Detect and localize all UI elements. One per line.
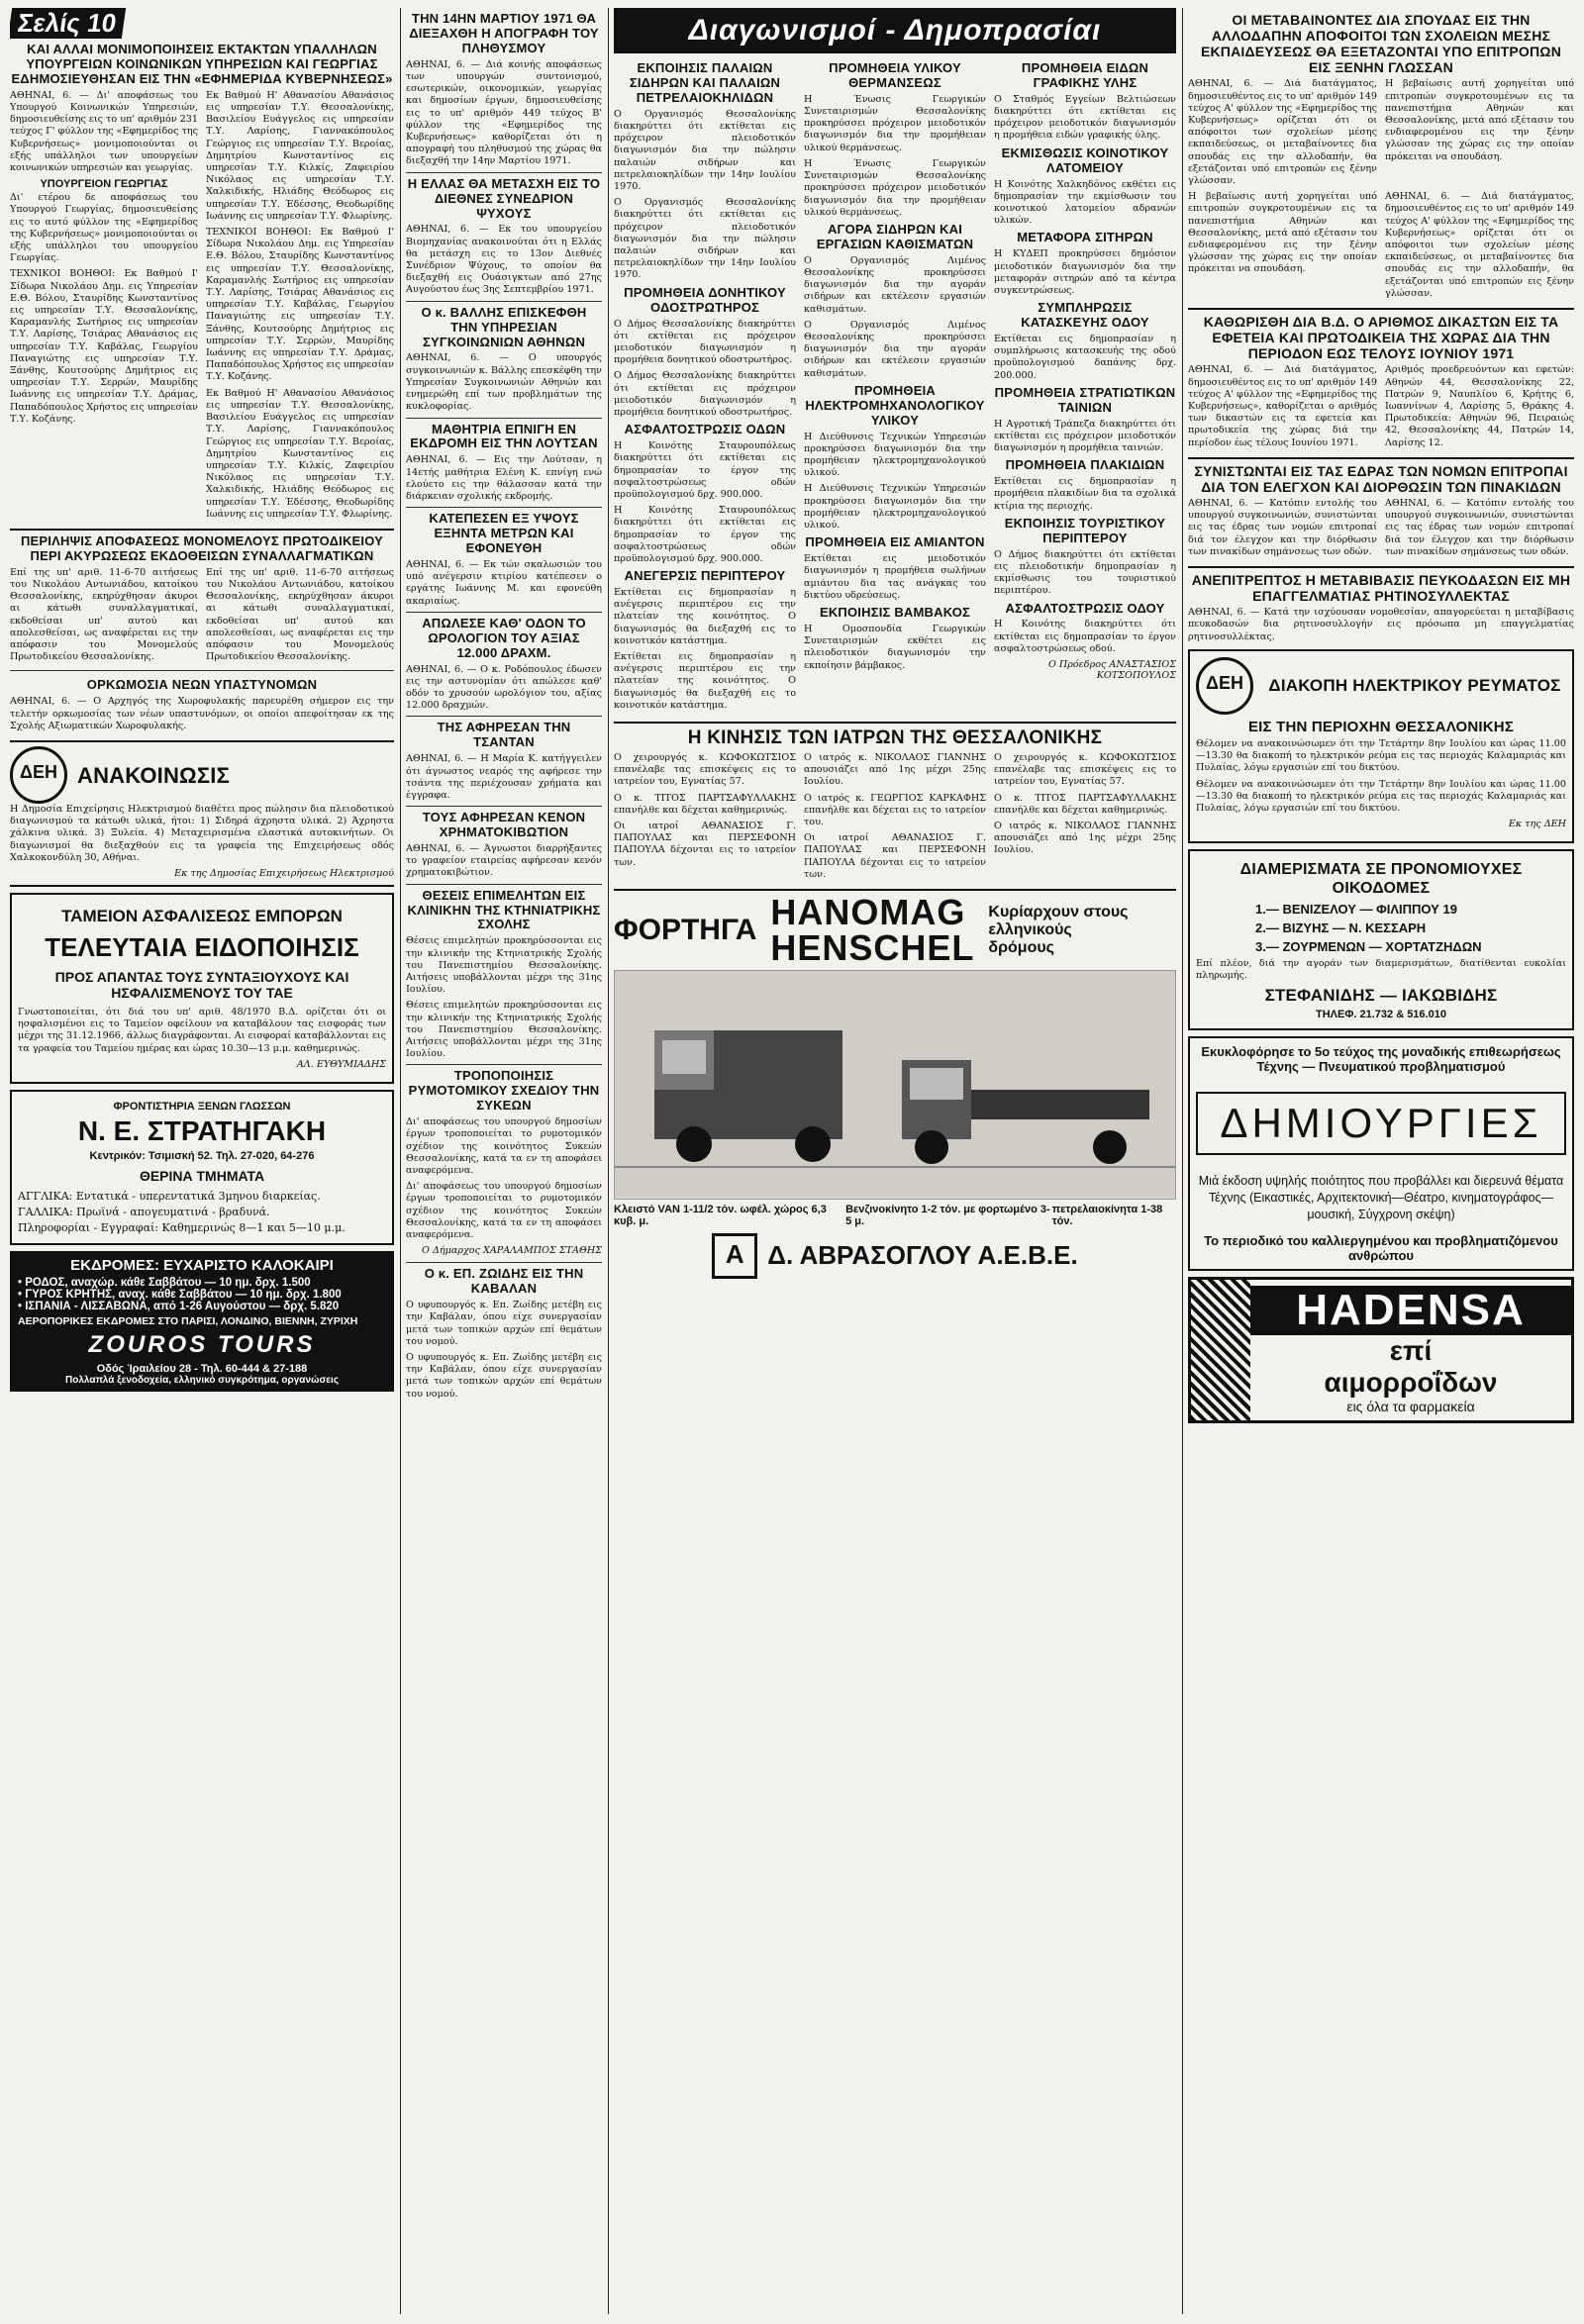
sykies-plan-signature: Ο Δήμαρχος ΧΑΡΑΛΑΜΠΟΣ ΣΤΑΘΗΣ (422, 1245, 602, 1257)
deh-logo-2: ΔΕΗ (1196, 657, 1253, 715)
ad-diesel-spec: πετρελαιοκίνητα 1-38 τόν. (1051, 1203, 1163, 1227)
doctors-item-3: Οι ιατροί ΑΘΑΝΑΣΙΟΣ Γ. ΠΑΠΟΥΛΑΣ και ΠΕΡΣΕΦΟΝΗ ΠΑΠΟΥΛΑ δέχονται εις το ιατρείον των. (614, 820, 796, 868)
hadensa-line-1: επί (1389, 1334, 1433, 1366)
tae-notice-text: Γνωστοποιείται, ότι διά του υπ' αριθ. 48/1970 Β.Δ. ορίζεται ότι οι ησφαλισμένοι εις το Ταμείον οφείλουν να καταβάλουν τας εισφοράς των μέχρι της 31.12.1966, άλλως διαγράφονται. Αι εισφοραί καταβάλλονται εις τα γραφεία του Ταμείου ημέρας και ώρας 10.30—13 μ.μ. καθημερινώς. (18, 1006, 386, 1054)
tender-kiosk-text-cont: Εκτίθεται εις δημοπρασίαν η ανέγερσις περιπτέρου εις την πλατείαν της κοινότητος. Ο διαγωνισμός θα διεξαχθή εις το κοινοτικόν κατάστημα. (614, 651, 796, 711)
power-cut-title: ΔΙΑΚΟΠΗ ΗΛΕΚΤΡΙΚΟΥ ΡΕΥΜΑΤΟΣ (1268, 676, 1561, 696)
drowning-paragraph: ΑΘΗΝΑΙ, 6. — Εις την Λούτσαν, η 14ετής μαθήτρια Ελένη Κ. επνίγη ενώ ελούετο εις την θάλασσαν κατά την διάρκειαν σχολικής εκδρομής. (406, 454, 602, 502)
tender-heating-title: ΠΡΟΜΗΘΕΙΑ ΥΛΙΚΟΥ ΘΕΡΜΑΝΣΕΩΣ (829, 60, 961, 90)
tender-heating-text-cont: Η Ένωσις Γεωργικών Συνεταιρισμών Θεσσαλονίκης προκηρύσσει πρόχειρον μειοδοτικόν διαγωνισμόν δια την προμήθειαν υλικού θερμάνσεως. (804, 157, 986, 218)
school-summer-classes: ΘΕΡΙΝΑ ΤΜΗΜΑΤΑ (139, 1167, 265, 1184)
doctors-item-5: Ο ιατρός κ. ΓΕΩΡΓΙΟΣ ΚΑΡΚΑΦΗΣ επανήλθε και δέχεται εις το ιατρείον του. (804, 792, 986, 827)
dimiourgies-description: Μιά έκδοση υψηλής ποιότητος που προβάλλει και διερευνά θέματα Τέχνης (Εικαστικές, Αρχιτεκτονική—Θέατρο, κινηματογράφος—μουσική, Σύγχρονη σκέψη) (1198, 1173, 1564, 1221)
vallis-visit-paragraph: ΑΘΗΝΑΙ, 6. — Ο υπουργός συγκοινωνιών κ. Βάλλης επεσκέφθη την Υπηρεσίαν Συγκοινωνιών Αθηνών και ενημερώθη επί των προβλημάτων της κυκλοφορίας. (406, 352, 602, 413)
doctors-item-3-cont: Οι ιατροί ΑΘΑΝΑΣΙΟΣ Γ. ΠΑΠΟΥΛΑΣ και ΠΕΡΣΕΦΟΝΗ ΠΑΠΟΥΛΑ δέχονται εις το ιατρείον των. (804, 832, 986, 880)
doctors-item-4: Ο ιατρός κ. ΝΙΚΟΛΑΟΣ ΓΙΑΝΝΗΣ απουσιάζει από 1ης μέχρι 25ης Ιουλίου. (804, 751, 986, 788)
foreign-studies-title: ΟΙ ΜΕΤΑΒΑΙΝΟΝΤΕΣ ΔΙΑ ΣΠΟΥΔΑΣ ΕΙΣ ΤΗΝ ΑΛΛΟΔΑΠΗΝ ΑΠΟΦΟΙΤΟΙ ΤΩΝ ΣΧΟΛΕΙΩΝ ΜΕΣΗΣ ΕΚΠΑΙΔΕΥΣΕΩΣ ΘΑ ΕΞΕΤΑΖΟΝΤΑΙ ΥΠΟ ΕΠΙΤΡΟΠΩΝ ΕΙΣ ΞΕΝΗΝ ΓΛΩΣΣΑΝ (1200, 12, 1562, 76)
tender-asphalt-road-title: ΑΣΦΑΛΤΟΣΤΡΩΣΙΣ ΟΔΟΥ (1005, 600, 1165, 616)
doctors-item-4-cont: Ο ιατρός κ. ΝΙΚΟΛΑΟΣ ΓΙΑΝΝΗΣ απουσιάζει από 1ης μέχρι 25ης Ιουλίου. (994, 820, 1176, 856)
foreign-studies-paragraph-1-cont: ΑΘΗΝΑΙ, 6. — Διά διατάγματος, δημοσιευθέντος εις το υπ' αριθμόν 149 τεύχος Α' φύλλον της «Εφημερίδος της Κυβερνήσεως» ορίζεται ότι οι απόφοιτοι των σχολείων μέσης εκπαιδεύσεως, οι μεταβαίνοντες δια σπουδάς εις την αλλοδαπήν, θα εξετάζονται υπό επιτροπών εις ξένην γλώσσαν. (1385, 191, 1574, 299)
apartments-firm: ΣΤΕΦΑΝΙΔΗΣ — ΙΑΚΩΒΙΔΗΣ (1264, 986, 1498, 1006)
truck-illustration (614, 970, 1176, 1200)
sykies-plan-paragraph-cont: Δι' αποφάσεως του υπουργού δημοσίων έργων τροποποιείται το ρυμοτομικόν σχέδιον της κοινότητος Συκεών Θεσσαλονίκης, κατά τα εν τη αποφάσει αναφερόμενα. (406, 1181, 602, 1241)
lead-paragraph-4: Εκ Βαθμού Η' Αθανασίου Αθανάσιος εις υπηρεσίαν Τ.Υ. Θεσσαλονίκης, Βασιλείου Ευάγγελος εις υπηρεσίαν Τ.Υ. Λαρίσης, Γιαννακόπουλος Γεώργιος εις υπηρεσίαν Τ.Υ. Βεροίας, Δημητρίου Κωνσταντίνος εις υπηρεσίαν Τ.Υ. Κιλκίς, Ζαφειρίου Νικόλαος εις υπηρεσίαν Τ.Υ. Χαλκιδικής, Ηλιάδης Θεόδωρος εις υπηρεσίαν Τ.Υ. Έδέσσης, Θεοδωρίδης Ιωάννης εις υπηρεσίαν Τ.Υ. Φλωρίνης. (206, 89, 394, 222)
pine-forests-title: ΑΝΕΠΙΤΡΕΠΤΟΣ Η ΜΕΤΑΒΙΒΑΣΙΣ ΠΕΥΚΟΔΑΣΩΝ ΕΙΣ ΜΗ ΕΠΑΓΓΕΛΜΑΤΙΑΣ ΡΗΤΙΝΟΣΥΛΛΕΚΤΑΣ (1191, 571, 1571, 605)
tours-rhodes: • ΡΟΔΟΣ, αναχώρ. κάθε Σαββάτου — 10 ημ. δρχ. 1.500 (18, 1276, 311, 1289)
tender-seats-text-cont: Ο Οργανισμός Λιμένος Θεσσαλονίκης προκηρύσσει διαγωνισμόν δια την αγοράν σιδήρων και εκτέλεσιν εργασιών καθισμάτων. (804, 319, 986, 379)
judges-title: ΚΑΘΩΡΙΣΘΗ ΔΙΑ Β.Δ. Ο ΑΡΙΘΜΟΣ ΔΙΚΑΣΤΩΝ ΕΙΣ ΤΑ ΕΦΕΤΕΙΑ ΚΑΙ ΠΡΩΤΟΔΙΚΕΙΑ ΤΗΣ ΧΩΡΑΣ ΔΙΑ ΤΗΝ ΠΕΡΙΟΔΟΝ ΕΩΣ ΤΕΛΟΥΣ ΙΟΥΝΙΟΥ 1971 (1203, 314, 1559, 362)
lead-paragraph-1: ΑΘΗΝΑΙ, 6. — Δι' αποφάσεως του Υπουργού Κοινωνικών Υπηρεσιών, δημοσιευθείσης εις το υπ' αριθμόν 231 τεύχος Γ' φύλλον της «Εφημερίδος της Κυβερνήσεως» μονιμοποιούνται οι εξής υπάλληλοι των υπουργείων κοινωνικών υπηρεσιών και γεωργίας. (10, 89, 198, 174)
tae-title: ΤΑΜΕΙΟΝ ΑΣΦΑΛΙΣΕΩΣ ΕΜΠΟΡΩΝ (61, 906, 343, 925)
column-3 (614, 8, 1176, 1279)
tender-cotton-text: Η Ομοσπονδία Γεωργικών Συνεταιρισμών εκθέτει εις πλειοδοτικόν διαγωνισμόν την εκποίησιν βάμβακος. (804, 623, 986, 671)
dealer-logo: Α (712, 1233, 757, 1279)
ad-petrol-spec: Βενζινοκίνητο 1-2 τόν. με φορτωμένο 3-5 μ. (845, 1203, 1050, 1227)
tender-kiosk-title: ΑΝΕΓΕΡΣΙΣ ΠΕΡΙΠΤΕΡΟΥ (624, 568, 786, 584)
tender-asbestos-title: ΠΡΟΜΗΘΕΙΑ ΕΙΣ ΑΜΙΑΝΤΟΝ (805, 534, 985, 550)
court-ruling-paragraph-cont: Επί της υπ' αριθ. 11-6-70 αιτήσεως του Νικολάου Αντωνιάδου, κατοίκου Θεσσαλονίκης, εκηρύχθησαν άκυροι αι κάτωθι συναλλαγματικαί, εκδοθείσαι υπ' αυτού και απολεσθείσαι, ως αναφέρεται εις την απόφασιν του Μονομελούς Πρωτοδικείου Θεσσαλονίκης. (206, 566, 394, 663)
truck-icon (615, 971, 1175, 1197)
tender-quarry-title: ΕΚΜΙΣΘΩΣΙΣ ΚΟΙΝΟΤΙΚΟΥ ΛΑΤΟΜΕΙΟΥ (1001, 145, 1169, 175)
fall-title: ΚΑΤΕΠΕΣΕΝ ΕΞ ΥΨΟΥΣ ΕΞΗΝΤΑ ΜΕΤΡΩΝ ΚΑΙ ΕΦΟΝΕΥΘΗ (429, 511, 579, 556)
court-ruling-paragraph: Επί της υπ' αριθ. 11-6-70 αιτήσεως του Νικολάου Αντωνιάδου, κατοίκου Θεσσαλονίκης, εκηρύχθησαν άκυροι αι κάτωθι συναλλαγματικαί, εκδοθείσαι υπ' αυτού και απολεσθείσαι, ως αναφέρεται εις την απόφασιν του Μονομελούς Πρωτοδικείου Θεσσαλονίκης. (10, 566, 198, 663)
tae-signature: ΑΛ. ΕΥΘΥΜΙΑΔΗΣ (296, 1058, 386, 1070)
masthead-page-number: Σελίς 10 (10, 8, 126, 39)
apartments-item-3: 3.— ΖΟΥΡΜΕΝΩΝ — ΧΟΡΤΑΤΖΗΔΩΝ (1255, 938, 1482, 954)
doctors-columns (614, 752, 1176, 885)
sykies-plan-paragraph: Δι' αποφάσεως του υπουργού δημοσίων έργων τροποποιείται το ρυμοτομικόν σχέδιον της κοινότητος Συκεών Θεσσαλονίκης, κατά τα εν τη αποφάσει αναφερόμενα. (406, 1116, 602, 1177)
fall-paragraph: ΑΘΗΝΑΙ, 6. — Εκ τών σκαλωσιών του υπό ανέγερσιν κτιρίου κατέπεσεν ο εργάτης Ιωάννης Μ. και εφονεύθη ακαριαίως. (406, 559, 602, 607)
tours-address: Οδός Ίραιλείου 28 - Τηλ. 60-444 & 27-188 (96, 1362, 308, 1375)
tender-grain-text: Η ΚΥΔΕΠ προκηρύσσει δημόσιον μειοδοτικόν διαγωνισμόν δια την μεταφοράν σιτηρών από τα κέντρα συγκεντρώσεως. (994, 248, 1176, 296)
bag-theft-title: ΤΗΣ ΑΦΗΡΕΣΑΝ ΤΗΝ ΤΣΑΝΤΑΝ (437, 720, 571, 750)
school-line-french: ΓΑΛΛΙΚΑ: Πρωϊνά - απογευματινά - βραδυνά. (18, 1205, 270, 1218)
lead-paragraph-4-cont: Εκ Βαθμού Η' Αθανασίου Αθανάσιος εις υπηρεσίαν Τ.Υ. Θεσσαλονίκης, Βασιλείου Ευάγγελος εις υπηρεσίαν Τ.Υ. Λαρίσης, Γιαννακόπουλος Γεώργιος εις υπηρεσίαν Τ.Υ. Βεροίας, Δημητρίου Κωνσταντίνος εις υπηρεσίαν Τ.Υ. Κιλκίς, Ζαφειρίου Νικόλαος εις υπηρεσίαν Τ.Υ. Χαλκιδικής, Ηλιάδης Θεόδωρος εις υπηρεσίαν Τ.Υ. Έδέσσης, Θεοδωρίδης Ιωάννης εις υπηρεσίαν Τ.Υ. Φλωρίνης. (206, 387, 394, 520)
hadensa-brand: HADENSA (1250, 1286, 1571, 1335)
lead-article-title: ΚΑΙ ΑΛΛΑΙ ΜΟΝΙΜΟΠΟΙΗΣΕΙΣ ΕΚΤΑΚΤΩΝ ΥΠΑΛΛΗΛΩΝ ΥΠΟΥΡΓΕΙΩΝ ΚΟΙΝΩΝΙΚΩΝ ΥΠΗΡΕΣΙΩΝ ΚΑΙ ΓΕΩΡΓΙΑΣ ΕΔΗΜΟΣΙΕΥΘΗΣΑΝ ΕΙΣ ΤΗΝ «ΕΦΗΜΕΡΙΔΑ ΚΥΒΕΡΝΗΣΕΩΣ» (11, 42, 393, 86)
deh-announcement-text: Η Δημοσία Επιχείρησις Ηλεκτρισμού διαθέτει προς πώλησιν δια πλειοδοτικού διαγωνισμού τα κάτωθι υλικά, ήτοι: 1) Σιδηρά άχρηστα υλικά. 2) Άχρηστα χάλκινα υλικά. 3) Ξυλεία. 4) Μεταχειρισμένα ελαστικά αυτοκινήτων. Οι διαγωνισμοί θα διεξαχθούν εις τα γραφεία της Επιχειρήσεως οδός Χαλκοκονδύλη 30, Αθήναι. (10, 803, 394, 863)
hadensa-pattern-icon (1191, 1280, 1250, 1420)
tenders-banner: Διαγωνισμοί - Δημοπρασίαι (614, 8, 1176, 53)
tender-road-text: Εκτίθεται εις δημοπρασίαν η συμπλήρωσις κατασκευής της οδού προϋπολογισμού δαπάνης δρχ. 200.000. (994, 334, 1176, 381)
tender-asphalt-text: Η Κοινότης Σταυρουπόλεως διακηρύττει ότι εκτίθεται εις δημοπρασίαν το έργον της ασφαλτοστρώσεως οδών προϋπολογισμού δρχ. 900.000. (614, 440, 796, 500)
zoidis-paragraph: Ο υφυπουργός κ. Επ. Ζωίδης μετέβη εις την Καβάλαν, όπου είχε συνεργασίαν μετά των τοπικών αρχών επί θεμάτων του νομού. (406, 1300, 602, 1347)
dimiourgies-slogan: Το περιοδικό του καλλιεργημένου και προβληματιζόμενου ανθρώπου (1204, 1232, 1558, 1263)
lead-paragraph-3-cont: ΤΕΧΝΙΚΟΙ ΒΟΗΘΟΙ: Εκ Βαθμού Ι' Σίδωρα Νικολάου Δημ. εις Υπηρεσίαν Ε.Θ. Βόλου, Σταυρίδης Κωνσταντίνος εις υπηρεσίαν Τ.Υ. Θεσσαλονίκης, Καραμανλής Σωτήριος εις υπηρεσίαν Τ.Υ. Λαρίσης, Τσιάρας Αθανάσιος εις υπηρεσίαν Τ.Υ. Καβάλας, Γεωργίου Παναγιώτης εις υπηρεσίαν Τ.Υ. Ξάνθης, Κουτσούρης Δημήτριος εις υπηρεσίαν Τ.Υ. Σερρών, Μαυρίδης Ιωάννης εις υπηρεσίαν Τ.Υ. Δράμας, Παπαδόπουλος Χρήστος εις υπηρεσίαν Τ.Υ. Κοζάνης. (206, 227, 394, 383)
apartments-phone: ΤΗΛΕΦ. 21.732 & 516.010 (1316, 1008, 1446, 1020)
power-cut-subtitle: ΕΙΣ ΤΗΝ ΠΕΡΙΟΧΗΝ ΘΕΣΣΑΛΟΝΙΚΗΣ (1247, 718, 1515, 735)
tender-grain-title: ΜΕΤΑΦΟΡΑ ΣΙΤΗΡΩΝ (1017, 230, 1153, 245)
hadensa-line-3: εις όλα τα φαρμακεία (1346, 1398, 1475, 1414)
deh-logo: ΔΕΗ (10, 746, 67, 804)
tender-tiles-text: Εκτίθεται εις δημοπρασίαν η προμήθεια πλακιδίων δια τα σχολικά κτίρια της περιοχής. (994, 476, 1176, 512)
foreign-studies-paragraph-2-cont: Η βεβαίωσις αυτή χορηγείται υπό επιτροπών συγκροτουμένων εις τα πανεπιστήμια Αθηνών και Θεσσαλονίκης, μετά από εξέτασιν του ενδιαφερομένου εις την ξένην γλώσσαν της χώρας εις την οποίαν πρόκειται να σπουδάση. (1188, 191, 1377, 275)
tender-asbestos-text: Εκτίθεται εις μειοδοτικόν διαγωνισμόν η προμήθεια σωλήνων αμιάντου δια τας ανάγκας του δικτύου υδρεύσεως. (804, 553, 986, 601)
sykies-plan-title: ΤΡΟΠΟΠΟΙΗΣΙΣ ΡΥΜΟΤΟΜΙΚΟΥ ΣΧΕΔΙΟΥ ΤΗΝ ΣΥΚΕΩΝ (408, 1068, 600, 1114)
signs-committees-paragraph-cont: ΑΘΗΝΑΙ, 6. — Κατόπιν εντολής του υπουργού συγκοινωνιών, συνιστώνται εις τας έδρας των νομών επιτροπαί διά τον έλεγχον και την διόρθωσιν των πινακίδων σημάνσεως των οδών. (1385, 497, 1574, 557)
tender-heating-text: Η Ένωσις Γεωργικών Συνεταιρισμών Θεσσαλονίκης προκηρύσσει πρόχειρον μειοδοτικόν διαγωνισμόν δια την προμήθειαν υλικού θερμάνσεως. (804, 93, 986, 153)
safe-theft-paragraph: ΑΘΗΝΑΙ, 6. — Άγνωστοι διαρρήξαντες το γραφείον εταιρείας αφήρεσαν κενόν χρηματοκιβώτιον. (406, 843, 602, 879)
tender-ribbons-text: Η Αγροτική Τράπεζα διακηρύττει ότι εκτίθεται εις πρόχειρον μειοδοτικόν διαγωνισμόν η προμήθεια ταινιών. (994, 418, 1176, 454)
language-school-ad (10, 1090, 394, 1245)
dealer-name: Δ. ΑΒΡΑΣΟΓΛΟΥ Α.Ε.Β.Ε. (767, 1240, 1078, 1271)
power-cut-text-cont: Θέλομεν να ανακοινώσωμεν ότι την Τετάρτην 8ην Ιουλίου και ώρας 11.00—13.30 θα διακοπή το ηλεκτρικόν ρεύμα εις τας περιοχάς Καλαμαριάς και Πυλαίας, λόγω εργασιών επί του δικτύου. (1196, 778, 1566, 814)
tender-electromech-text: Η Διεύθυνσις Τεχνικών Υπηρεσιών προκηρύσσει διαγωνισμόν δια την προμήθειαν ηλεκτρομηχανολογικού υλικού. (804, 431, 986, 479)
bag-theft-paragraph: ΑΘΗΝΑΙ, 6. — Η Μαρία Κ. κατήγγειλεν ότι άγνωστος νεαρός της αφήρεσε την τσάντα της περιέχουσαν χρήματα και έγγραφα. (406, 753, 602, 801)
apartments-title: ΔΙΑΜΕΡΙΣΜΑΤΑ ΣΕ ΠΡΟΝΟΜΙΟΥΧΕΣ ΟΙΚΟΔΟΜΕΣ (1239, 861, 1523, 897)
school-line-english: ΑΓΓΛΙΚΑ: Εντατικά - υπερεντατικά 3μηνου διαρκείας. (18, 1189, 321, 1203)
tours-spain: • ΙΣΠΑΝΙΑ - ΛΙΣΣΑΒΩΝΑ, από 1-26 Αυγούστου — δρχ. 5.820 (18, 1300, 340, 1312)
tours-title: ΕΚΔΡΟΜΕΣ: ΕΥΧΑΡΙΣΤΟ ΚΑΛΟΚΑΙΡΙ (70, 1256, 334, 1274)
oath-ceremony-title: ΟΡΚΩΜΟΣΙΑ ΝΕΩΝ ΥΠΑΣΤΥΝΟΜΩΝ (86, 677, 318, 693)
tender-roller-title: ΠΡΟΜΗΘΕΙΑ ΔΟΝΗΤΙΚΟΥ ΟΔΟΣΤΡΩΤΗΡΟΣ (624, 284, 786, 315)
signs-committees-title: ΣΥΝΙΣΤΩΝΤΑΙ ΕΙΣ ΤΑΣ ΕΔΡΑΣ ΤΩΝ ΝΟΜΩΝ ΕΠΙΤΡΟΠΑΙ ΔΙΑ ΤΟΝ ΕΛΕΓΧΟΝ ΚΑΙ ΔΙΟΡΘΩΣΙΝ ΤΩΝ ΠΙΝΑΚΙΔΩΝ (1194, 462, 1568, 495)
dimiourgies-ad (1188, 1036, 1574, 1271)
lead-article-body (10, 90, 394, 525)
tender-tiles-title: ΠΡΟΜΗΘΕΙΑ ΠΛΑΚΙΔΙΩΝ (1005, 457, 1165, 473)
column-4 (1188, 8, 1574, 1423)
tender-tourist-kiosk-text: Ο Δήμος διακηρύττει ότι εκτίθεται εις πλειοδοτικήν δημοπρασίαν η εκμίσθωσις του τουριστικού περιπτέρου. (994, 548, 1176, 597)
tender-scrap-iron-text: Ο Οργανισμός Θεσσαλονίκης διακηρύττει ότι εκτίθεται εις πρόχειρον πλειοδοτικόν διαγωνισμόν δια την πώλησιν παλαιών σιδήρων και πετρελαιοκηλίδων την 14ην Ιουλίου 1970. (614, 108, 796, 193)
dimiourgies-title: ΔΗΜΙΟΥΡΓΙΕΣ (1196, 1092, 1566, 1155)
hadensa-line-2: αιμορροΐδων (1324, 1366, 1498, 1398)
cold-congress-title: Η ΕΛΛΑΣ ΘΑ ΜΕΤΑΣΧΗ ΕΙΣ ΤΟ ΔΙΕΘΝΕΣ ΣΥΝΕΔΡΙΟΝ ΨΥΧΟΥΣ (407, 175, 601, 221)
ad-brand-hanomag: HANOMAG (770, 891, 966, 932)
cold-congress-paragraph: ΑΘΗΝΑΙ, 6. — Εκ του υπουργείου Βιομηχανίας ανακοινούται ότι η Ελλάς θα μετάσχη εις το 13ον Διεθνές Συνέδριον Ψύχους, το οποίον θα διεξαχθή εις Ουάσιγκτων από 27ης Αυγούστου έως 3ης Σεπτεμβρίου 1971. (406, 224, 602, 296)
column-2 (406, 8, 602, 1404)
power-cut-text: Θέλομεν να ανακοινώσωμεν ότι την Τετάρτην 8ην Ιουλίου και ώρας 11.00—13.30 θα διακοπή το ηλεκτρικόν ρεύμα εις τας περιοχάς Καλαμαριάς και Πυλαίας, λόγω εργασιών επί του δικτύου. (1196, 737, 1566, 774)
ad-brand-henschel: HENSCHEL (770, 926, 975, 968)
doctors-item-1-cont: Ο χειρουργός κ. ΚΩΦΟΚΩΤΣΙΟΣ επανέλαβε τας επισκέψεις εις το ιατρείον του, Εγνατίας 57. (994, 751, 1176, 788)
tours-footer: Πολλαπλά ξενοδοχεία, ελληνικό συγκρότημα, οργανώσεις (64, 1374, 340, 1386)
deh-announcement-signature: Εκ της Δημοσίας Επιχειρήσεως Ηλεκτρισμού (174, 867, 394, 879)
tender-road-title: ΣΥΜΠΛΗΡΩΣΙΣ ΚΑΤΑΣΚΕΥΗΣ ΟΔΟΥ (1021, 300, 1149, 331)
tender-stationery-title: ΠΡΟΜΗΘΕΙΑ ΕΙΔΩΝ ΓΡΑΦΙΚΗΣ ΥΛΗΣ (1021, 60, 1149, 90)
tours-crete: • ΓΥΡΟΣ ΚΡΗΤΗΣ, αναχ. κάθε Σαββάτου — 10 ημ. δρχ. 1.800 (18, 1288, 342, 1301)
apartments-ad (1188, 849, 1574, 1030)
tae-notice-ad (10, 893, 394, 1084)
lead-subheading: ΥΠΟΥΡΓΕΙΟΝ ΓΕΩΡΓΙΑΣ (40, 178, 168, 191)
power-cut-signature: Εκ της ΔΕΗ (1508, 819, 1566, 830)
pine-forests-paragraph: ΑΘΗΝΑΙ, 6. — Κατά την ισχύουσαν νομοθεσίαν, απαγορεύεται η μεταβίβασις πευκοδασών δια ρητινοσυλλογήν εις πρόσωπα μη επαγγελματίας ρητινοσυλλέκτας. (1188, 607, 1574, 642)
tae-subtitle: ΠΡΟΣ ΑΠΑΝΤΑΣ ΤΟΥΣ ΣΥΝΤΑΞΙΟΥΧΟΥΣ ΚΑΙ ΗΣΦΑΛΙΣΜΕΝΟΥΣ ΤΟΥ ΤΑΕ (54, 968, 349, 1001)
safe-theft-title: ΤΟΥΣ ΑΦΗΡΕΣΑΝ ΚΕΝΟΝ ΧΡΗΜΑΤΟΚΙΒΩΤΙΟΝ (422, 810, 586, 840)
school-name: Ν. Ε. ΣΤΡΑΤΗΓΑΚΗ (77, 1114, 327, 1146)
judges-paragraph-1: ΑΘΗΝΑΙ, 6. — Διά διατάγματος, δημοσιευθέντος εις το υπ' αριθμόν 149 τεύχος Α' φύλλον της «Εφημερίδος της Κυβερνήσεως», καθορίζεται ο αριθμός των δικαστών εις τα εφετεία και πρωτοδικεία της χώρας διά την περίοδον έως τέλους Ιουνίου 1971. (1188, 364, 1377, 448)
tender-ribbons-title: ΠΡΟΜΗΘΕΙΑ ΣΤΡΑΤΙΩΤΙΚΩΝ ΤΑΙΝΙΩΝ (994, 384, 1176, 415)
lead-paragraph-2: Δι' ετέρου δε αποφάσεως του Υπουργού Γεωργίας, δημοσιευθείσης εις το αυτό φύλλον της «Εφημερίδος της Κυβερνήσεως» μονιμοποιούνται οι εξής υπάλληλοι του υπουργείου Γεωργίας. (10, 192, 198, 264)
vet-school-title: ΘΕΣΕΙΣ ΕΠΙΜΕΛΗΤΩΝ ΕΙΣ ΚΛΙΝΙΚΗΝ ΤΗΣ ΚΤΗΝΙΑΤΡΙΚΗΣ ΣΧΟΛΗΣ (407, 887, 601, 932)
doctors-title: Η ΚΙΝΗΣΙΣ ΤΩΝ ΙΑΤΡΩΝ ΤΗΣ ΘΕΣΣΑΛΟΝΙΚΗΣ (687, 727, 1103, 749)
tender-asphalt-title: ΑΣΦΑΛΤΟΣΤΡΩΣΙΣ ΟΔΩΝ (624, 422, 786, 437)
ad-van-spec: Κλειστό VAN 1-11/2 τόν. ωφέλ. χώρος 6,3 κυβ. μ. (614, 1203, 827, 1227)
ad-trucks-label: ΦΟΡΤΗΓΑ (614, 913, 757, 946)
doctors-item-2-cont: Ο κ. ΤΙΤΟΣ ΠΑΡΤΣΑΦΥΛΛΑΚΗΣ επανήλθε και δέχεται καθημερινώς. (994, 792, 1176, 816)
lost-watch-title: ΑΠΩΛΕΣΕ ΚΑΘ' ΟΔΟΝ ΤΟ ΩΡΟΛΟΓΙΟΝ ΤΟΥ ΑΞΙΑΣ 12.000 ΔΡΑΧΜ. (422, 615, 586, 660)
doctors-item-1: Ο χειρουργός κ. ΚΩΦΟΚΩΤΣΙΟΣ επανέλαβε τας επισκέψεις εις το ιατρείον του, Εγνατίας 57. (614, 751, 796, 788)
census-paragraph: ΑΘΗΝΑΙ, 6. — Διά κοινής αποφάσεως των υπουργών συντονισμού, εσωτερικών, οικονομικών, γεωργίας και δημοσίων έργων, δημοσιευθείσης εις το υπ' αριθμόν 449 τεύχος Β' φύλλον της «Εφημερίδος της Κυβερνήσεως» καθορίζεται ότι η απογραφή του πληθυσμού της χώρας θα διεξαχθή την 14ην Μαρτίου 1971. (406, 58, 602, 167)
tender-seats-text: Ο Οργανισμός Λιμένος Θεσσαλονίκης προκηρύσσει διαγωνισμόν δια την αγοράν σιδήρων και εκτέλεσιν εργασιών καθισμάτων. (804, 254, 986, 315)
ad-tagline: Κυρίαρχουν στους ελληνικούς δρόμους (988, 903, 1129, 956)
hadensa-ad (1188, 1277, 1574, 1423)
school-category: ΦΡΟΝΤΙΣΤΗΡΙΑ ΞΕΝΩΝ ΓΛΩΣΣΩΝ (113, 1100, 291, 1113)
apartments-item-1: 1.— ΒΕΝΙΖΕΛΟΥ — ΦΙΛΙΠΠΟΥ 19 (1255, 901, 1457, 917)
oath-ceremony-paragraph: ΑΘΗΝΑΙ, 6. — Ο Αρχηγός της Χωροφυλακής παρευρέθη σήμερον εις την τελετήν ορκωμοσίας των νέων υπαστυνόμων, οι οποίοι απεφοίτησαν εκ της Σχολής Αξιωματικών Χωροφυλακής. (10, 696, 394, 731)
foreign-studies-paragraph-2: Η βεβαίωσις αυτή χορηγείται υπό επιτροπών συγκροτουμένων εις τα πανεπιστήμια Αθηνών και Θεσσαλονίκης, μετά από εξέτασιν του ενδιαφερομένου εις την ξένην γλώσσαν της χώρας εις την οποίαν πρόκειται να σπουδάση. (1385, 78, 1574, 162)
tender-roller-text-cont: Ο Δήμος Θεσσαλονίκης διακηρύττει ότι εκτίθεται εις πρόχειρον μειοδοτικόν διαγωνισμόν η προμήθεια δονητικού οδοστρωτήρος. (614, 370, 796, 418)
school-address: Κεντρικόν: Τσιμισκή 52. Τηλ. 27-020, 64-276 (89, 1149, 315, 1162)
tender-scrap-iron-title: ΕΚΠΟΙΗΣΙΣ ΠΑΛΑΙΩΝ ΣΙΔΗΡΩΝ ΚΑΙ ΠΑΛΑΙΩΝ ΠΕΤΡΕΛΑΙΟΚΗΛΙΔΩΝ (629, 60, 781, 105)
zoidis-title: Ο κ. ΕΠ. ΖΩΙΔΗΣ ΕΙΣ ΤΗΝ ΚΑΒΑΛΑΝ (424, 1266, 584, 1297)
tours-brand: ZOUROS TOURS (88, 1330, 316, 1358)
lead-paragraph-3: ΤΕΧΝΙΚΟΙ ΒΟΗΘΟΙ: Εκ Βαθμού Ι' Σίδωρα Νικολάου Δημ. εις Υπηρεσίαν Ε.Θ. Βόλου, Σταυρίδης Κωνσταντίνος εις υπηρεσίαν Τ.Υ. Θεσσαλονίκης, Καραμανλής Σωτήριος εις υπηρεσίαν Τ.Υ. Λαρίσης, Τσιάρας Αθανάσιος εις υπηρεσίαν Τ.Υ. Καβάλας, Γεωργίου Παναγιώτης εις υπηρεσίαν Τ.Υ. Ξάνθης, Κουτσούρης Δημήτριος εις υπηρεσίαν Τ.Υ. Σερρών, Μαυρίδης Ιωάννης εις υπηρεσίαν Τ.Υ. Δράμας, Παπαδόπουλος Χρήστος εις υπηρεσίαν Τ.Υ. Κοζάνης. (10, 268, 198, 425)
doctors-item-2: Ο κ. ΤΙΤΟΣ ΠΑΡΤΣΑΦΥΛΛΑΚΗΣ επανήλθε και δέχεται καθημερινώς. (614, 792, 796, 816)
tender-stationery-text: Ο Σταθμός Εγγείων Βελτιώσεων διακηρύττει ότι εκτίθεται εις πρόχειρον μειοδοτικόν διαγωνισμόν η προμήθεια ειδών γραφικής ύλης. (994, 93, 1176, 142)
tender-quarry-text: Η Κοινότης Χαλκηδόνος εκθέτει εις δημοπρασίαν την εκμίσθωσιν του κοινοτικού λατομείου αδρανών υλικών. (994, 178, 1176, 227)
court-ruling-title: ΠΕΡΙΛΗΨΙΣ ΑΠΟΦΑΣΕΩΣ ΜΟΝΟΜΕΛΟΥΣ ΠΡΩΤΟΔΙΚΕΙΟΥ ΠΕΡΙ ΑΚΥΡΩΣΕΩΣ ΕΚΔΟΘΕΙΣΩΝ ΣΥΝΑΛΛΑΓΜΑΤΙΚΩΝ (20, 533, 384, 563)
vet-school-paragraph-cont: Θέσεις επιμελητών προκηρύσσονται εις την κλινικήν της Κτηνιατρικής Σχολής του Πανεπιστημίου Θεσσαλονίκης. Αιτήσεις υποβάλλονται μέχρι της 31ης Ιουλίου. (406, 1000, 602, 1060)
column-1 (10, 8, 394, 1392)
tender-kiosk-text: Εκτίθεται εις δημοπρασίαν η ανέγερσις περιπτέρου εις την πλατείαν της κοινότητος. Ο διαγωνισμός θα διεξαχθή εις το κοινοτικόν κατάστημα. (614, 587, 796, 646)
deh-announcement-title: ΑΝΑΚΟΙΝΩΣΙΣ (77, 762, 231, 788)
dimiourgies-intro: Εκυκλοφόρησε το 5ο τεύχος της μοναδικής επιθεωρήσεως Τέχνης — Πνευματικού προβληματισμού (1201, 1043, 1561, 1074)
lost-watch-paragraph: ΑΘΗΝΑΙ, 6. — Ο κ. Ροδόπουλος έδωσεν εις την αστυνομίαν ότι απώλεσε καθ' οδόν το χρυσούν ωρολόγιον του, αξίας 12.000 δραχμών. (406, 663, 602, 712)
deh-power-cut-ad (1188, 649, 1574, 843)
tender-asphalt-text-cont: Η Κοινότης Σταυρουπόλεως διακηρύττει ότι εκτίθεται εις δημοπρασίαν το έργον της ασφαλτοστρώσεως οδών προϋπολογισμού δρχ. 900.000. (614, 505, 796, 564)
apartments-note: Επί πλέον, διά την αγοράν των διαμερισμάτων, διατίθενται ευκολίαι πληρωμής. (1196, 957, 1566, 982)
tender-seats-title: ΑΓΟΡΑ ΣΙΔΗΡΩΝ ΚΑΙ ΕΡΓΑΣΙΩΝ ΚΑΘΙΣΜΑΤΩΝ (816, 221, 974, 251)
drowning-title: ΜΑΘΗΤΡΙΑ ΕΠΝΙΓΗ ΕΝ ΕΚΔΡΟΜΗ ΕΙΣ ΤΗΝ ΛΟΥΤΣΑΝ (410, 421, 598, 451)
apartments-item-2: 2.— ΒΙΖΥΗΣ — Ν. ΚΕΣΣΑΡΗ (1255, 920, 1427, 935)
tender-electromech-title: ΠΡΟΜΗΘΕΙΑ ΗΛΕΚΤΡΟΜΗΧΑΝΟΛΟΓΙΚΟΥ ΥΛΙΚΟΥ (805, 382, 985, 428)
tender-cotton-title: ΕΚΠΟΙΗΣΙΣ ΒΑΜΒΑΚΟΣ (819, 605, 971, 620)
tours-flights: ΑΕΡΟΠΟΡΙΚΕΣ ΕΚΔΡΟΜΕΣ ΣΤΟ ΠΑΡΙΣΙ, ΛΟΝΔΙΝΟ, ΒΙΕΝΝΗ, ΖΥΡΙΧΗ (18, 1314, 358, 1327)
vallis-visit-title: Ο κ. ΒΑΛΛΗΣ ΕΠΙΣΚΕΦΘΗ ΤΗΝ ΥΠΗΡΕΣΙΑΝ ΣΥΓΚΟΙΝΩΝΙΩΝ ΑΘΗΝΩΝ (421, 304, 587, 349)
vet-school-paragraph: Θέσεις επιμελητών προκηρύσσονται εις την κλινικήν της Κτηνιατρικής Σχολής του Πανεπιστημίου Θεσσαλονίκης. Αιτήσεις υποβάλλονται μέχρι της 31ης Ιουλίου. (406, 935, 602, 996)
tenders-columns (614, 57, 1176, 716)
census-title: ΤΗΝ 14ΗΝ ΜΑΡΤΙΟΥ 1971 ΘΑ ΔΙΕΞΑΧΘΗ Η ΑΠΟΓΡΑΦΗ ΤΟΥ ΠΛΗΘΥΣΜΟΥ (409, 11, 599, 55)
tae-final-notice: ΤΕΛΕΥΤΑΙΑ ΕΙΔΟΠΟΙΗΣΙΣ (45, 931, 359, 962)
signs-committees-paragraph: ΑΘΗΝΑΙ, 6. — Κατόπιν εντολής του υπουργού συγκοινωνιών, συνιστώνται εις τας έδρας των νομών επιτροπαί διά τον έλεγχον και την διόρθωσιν των πινακίδων σημάνσεως των οδών. (1188, 497, 1377, 557)
foreign-studies-paragraph-1: ΑΘΗΝΑΙ, 6. — Διά διατάγματος, δημοσιευθέντος εις το υπ' αριθμόν 149 τεύχος Α' φύλλον της «Εφημερίδος της Κυβερνήσεως» ορίζεται ότι οι απόφοιτοι των σχολείων μέσης εκπαιδεύσεως, οι μεταβαίνοντες δια σπουδάς εις την αλλοδαπήν, θα εξετάζονται υπό επιτροπών εις ξένην γλώσσαν. (1188, 78, 1377, 186)
hanomag-truck-ad (614, 889, 1176, 1279)
tender-electromech-text-cont: Η Διεύθυνσις Τεχνικών Υπηρεσιών προκηρύσσει διαγωνισμόν δια την προμήθειαν ηλεκτρομηχανολογικού υλικού. (804, 483, 986, 532)
tender-asphalt-road-text: Η Κοινότης διακηρύττει ότι εκτίθεται εις δημοπρασίαν το έργον ασφαλτοστρώσεως οδού. (994, 619, 1176, 654)
tender-roller-text: Ο Δήμος Θεσσαλονίκης διακηρύττει ότι εκτίθεται εις πρόχειρον μειοδοτικόν διαγωνισμόν η προμήθεια δονητικού οδοστρωτήρος. (614, 318, 796, 366)
tender-tourist-kiosk-title: ΕΚΠΟΙΗΣΙΣ ΤΟΥΡΙΣΤΙΚΟΥ ΠΕΡΙΠΤΕΡΟΥ (1004, 515, 1166, 545)
tender-asphalt-road-signature: Ο Πρόεδρος ΑΝΑΣΤΑΣΙΟΣ ΚΟΤΣΟΠΟΥΛΟΣ (1047, 659, 1176, 682)
deh-announcement-header (10, 746, 394, 804)
zoidis-paragraph-cont: Ο υφυπουργός κ. Επ. Ζωίδης μετέβη εις την Καβάλαν, όπου είχε συνεργασίαν μετά των τοπικών αρχών επί θεμάτων του νομού. (406, 1351, 602, 1400)
tender-scrap-iron-text-cont: Ο Οργανισμός Θεσσαλονίκης διακηρύττει ότι εκτίθεται εις πρόχειρον πλειοδοτικόν διαγωνισμόν δια την πώλησιν παλαιών σιδήρων και πετρελαιοκηλίδων την 14ην Ιουλίου 1970. (614, 197, 796, 281)
zouros-tours-ad (10, 1251, 394, 1392)
school-line-info: Πληροφορίαι - Εγγραφαί: Καθημερινώς 8—1 και 5—10 μ.μ. (18, 1220, 346, 1234)
judges-paragraph-2: Αριθμός προεδρευόντων και εφετών: Αθηνών 44, Θεσσαλονίκης 22, Πατρών 9, Ναυπλίου 6, Κρήτης 6, Ιωαννίνων 4, Λαρίσης 5, Θράκης 4. Πρωτοδικεία: Αθηνών 96, Πειραιώς 42, Θεσσαλονίκης 44, Πατρών 14, Λαρίσης 12. (1385, 364, 1574, 448)
